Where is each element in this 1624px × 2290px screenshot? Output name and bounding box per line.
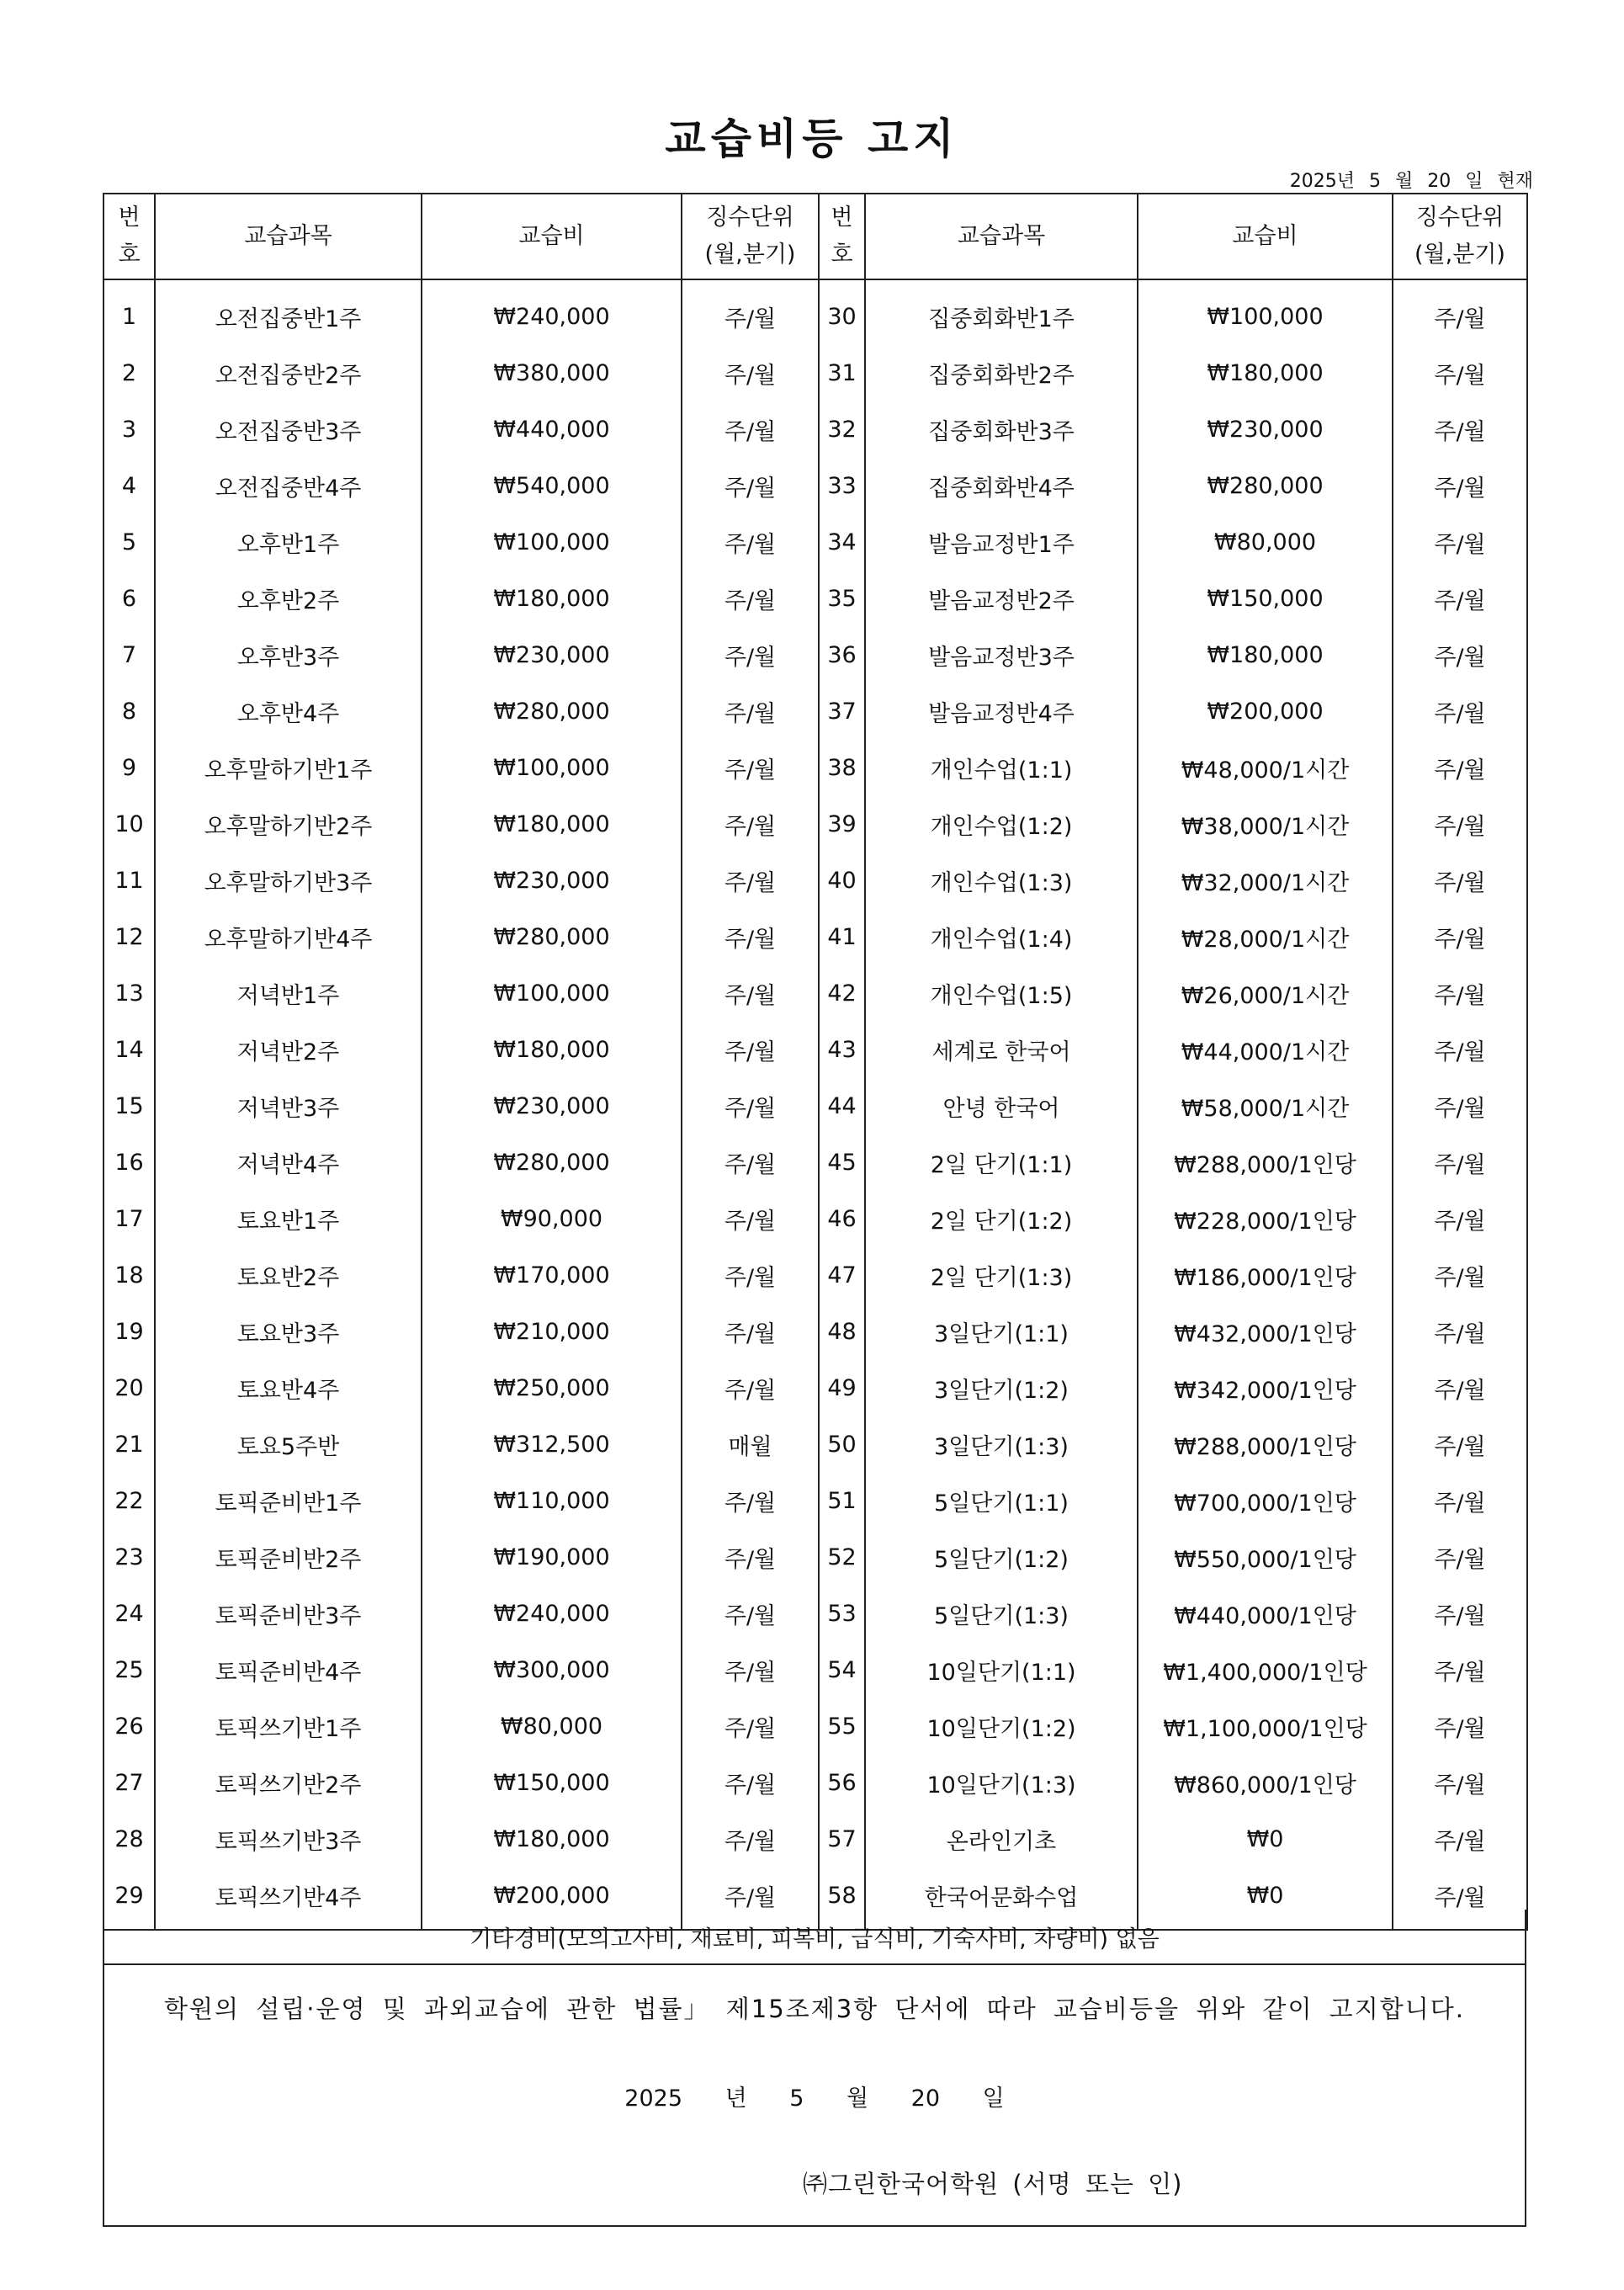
left-fee-cell: ₩100,000: [422, 514, 682, 571]
right-fee-cell: ₩100,000: [1138, 279, 1393, 345]
right-unit-cell: 주/월: [1393, 1811, 1527, 1868]
table-row: [103, 1698, 1527, 1755]
right-fee-cell: ₩32,000/1시간: [1138, 853, 1393, 909]
left-fee-cell: ₩380,000: [422, 345, 682, 401]
right-no-cell: 57: [819, 1811, 865, 1868]
right-fee-cell: ₩80,000: [1138, 514, 1393, 571]
right-fee-cell: ₩0: [1138, 1868, 1393, 1930]
left-fee-cell: ₩440,000: [422, 401, 682, 458]
table-row: [103, 1247, 1527, 1304]
left-subject-cell: 오전집중반3주: [155, 401, 422, 458]
left-unit-cell: 주/월: [682, 965, 819, 1022]
right-unit-cell: 주/월: [1393, 571, 1527, 627]
table-row: [103, 965, 1527, 1022]
right-fee-cell: ₩342,000/1인당: [1138, 1360, 1393, 1416]
left-no-cell: 12: [103, 909, 155, 965]
left-no-cell: 26: [103, 1698, 155, 1755]
left-fee-cell: ₩80,000: [422, 1698, 682, 1755]
left-no-cell: 28: [103, 1811, 155, 1868]
left-fee-cell: ₩230,000: [422, 1078, 682, 1134]
table-row: [103, 740, 1527, 796]
right-subject-cell: 3일단기(1:2): [865, 1360, 1138, 1416]
right-no-cell: 53: [819, 1586, 865, 1642]
left-no-cell: 19: [103, 1304, 155, 1360]
left-subject-cell: 토요반1주: [155, 1191, 422, 1247]
right-unit-cell: 주/월: [1393, 853, 1527, 909]
right-no-cell: 30: [819, 279, 865, 345]
right-no-cell: 31: [819, 345, 865, 401]
right-no-cell: 34: [819, 514, 865, 571]
left-no-cell: 14: [103, 1022, 155, 1078]
right-unit-cell: 주/월: [1393, 1698, 1527, 1755]
table-row: [103, 571, 1527, 627]
right-no-cell: 41: [819, 909, 865, 965]
right-fee-cell: ₩550,000/1인당: [1138, 1529, 1393, 1586]
left-unit-cell: 주/월: [682, 279, 819, 345]
left-unit-cell: 주/월: [682, 1022, 819, 1078]
right-no-cell: 55: [819, 1698, 865, 1755]
table-row: [103, 514, 1527, 571]
left-fee-cell: ₩280,000: [422, 909, 682, 965]
right-unit-cell: 주/월: [1393, 1755, 1527, 1811]
right-subject-cell: 개인수업(1:4): [865, 909, 1138, 965]
left-unit-cell: 주/월: [682, 853, 819, 909]
right-fee-cell: ₩0: [1138, 1811, 1393, 1868]
header-unit-left: 징수단위 (월,분기): [682, 194, 819, 279]
left-subject-cell: 오후말하기반4주: [155, 909, 422, 965]
left-fee-cell: ₩230,000: [422, 627, 682, 683]
left-unit-cell: 주/월: [682, 401, 819, 458]
right-no-cell: 58: [819, 1868, 865, 1930]
right-subject-cell: 세계로 한국어: [865, 1022, 1138, 1078]
left-fee-cell: ₩210,000: [422, 1304, 682, 1360]
right-subject-cell: 개인수업(1:1): [865, 740, 1138, 796]
right-unit-cell: 주/월: [1393, 965, 1527, 1022]
right-no-cell: 52: [819, 1529, 865, 1586]
right-fee-cell: ₩440,000/1인당: [1138, 1586, 1393, 1642]
right-subject-cell: 3일단기(1:3): [865, 1416, 1138, 1473]
left-no-cell: 21: [103, 1416, 155, 1473]
table-row: [103, 279, 1527, 345]
right-unit-cell: 주/월: [1393, 1191, 1527, 1247]
left-no-cell: 5: [103, 514, 155, 571]
right-fee-cell: ₩280,000: [1138, 458, 1393, 514]
left-unit-cell: 주/월: [682, 1473, 819, 1529]
left-fee-cell: ₩170,000: [422, 1247, 682, 1304]
left-no-cell: 6: [103, 571, 155, 627]
right-unit-cell: 주/월: [1393, 1022, 1527, 1078]
left-no-cell: 25: [103, 1642, 155, 1698]
left-subject-cell: 저녁반2주: [155, 1022, 422, 1078]
header-fee-right: 교습비: [1138, 194, 1393, 279]
right-subject-cell: 개인수업(1:3): [865, 853, 1138, 909]
table-row: [103, 1529, 1527, 1586]
left-no-cell: 23: [103, 1529, 155, 1586]
right-subject-cell: 발음교정반3주: [865, 627, 1138, 683]
left-subject-cell: 오전집중반1주: [155, 279, 422, 345]
left-subject-cell: 저녁반4주: [155, 1134, 422, 1191]
table-header-row: [103, 194, 1527, 279]
left-unit-cell: 주/월: [682, 1360, 819, 1416]
left-no-cell: 3: [103, 401, 155, 458]
right-unit-cell: 주/월: [1393, 458, 1527, 514]
left-unit-cell: 주/월: [682, 683, 819, 740]
right-subject-cell: 집중회화반1주: [865, 279, 1138, 345]
left-subject-cell: 토요반4주: [155, 1360, 422, 1416]
table-row: [103, 345, 1527, 401]
right-subject-cell: 한국어문화수업: [865, 1868, 1138, 1930]
left-no-cell: 20: [103, 1360, 155, 1416]
right-subject-cell: 2일 단기(1:2): [865, 1191, 1138, 1247]
right-no-cell: 33: [819, 458, 865, 514]
page-title: 교습비등 고지: [665, 114, 959, 163]
right-subject-cell: 개인수업(1:2): [865, 796, 1138, 853]
left-unit-cell: 주/월: [682, 571, 819, 627]
left-subject-cell: 토픽준비반3주: [155, 1586, 422, 1642]
table-row: [103, 1473, 1527, 1529]
right-unit-cell: 주/월: [1393, 627, 1527, 683]
left-unit-cell: 주/월: [682, 740, 819, 796]
table-row: [103, 401, 1527, 458]
left-fee-cell: ₩110,000: [422, 1473, 682, 1529]
right-no-cell: 44: [819, 1078, 865, 1134]
left-no-cell: 8: [103, 683, 155, 740]
left-fee-cell: ₩200,000: [422, 1868, 682, 1930]
table-row: [103, 1586, 1527, 1642]
legal-statement: 학원의 설립·운영 및 과외교습에 관한 법률」 제15조제3항 단서에 따라 교습비등을 위와 같이 고지합니다.: [164, 1995, 1465, 2023]
right-subject-cell: 발음교정반4주: [865, 683, 1138, 740]
right-no-cell: 54: [819, 1642, 865, 1698]
right-fee-cell: ₩26,000/1시간: [1138, 965, 1393, 1022]
right-no-cell: 40: [819, 853, 865, 909]
signature-date: 2025 년 5 월 20 일: [624, 2085, 1005, 2112]
fee-table: [103, 193, 1528, 1931]
left-fee-cell: ₩300,000: [422, 1642, 682, 1698]
left-unit-cell: 주/월: [682, 1811, 819, 1868]
left-unit-cell: 주/월: [682, 627, 819, 683]
left-fee-cell: ₩280,000: [422, 683, 682, 740]
table-row: [103, 458, 1527, 514]
table-row: [103, 1022, 1527, 1078]
right-fee-cell: ₩150,000: [1138, 571, 1393, 627]
left-unit-cell: 매월: [682, 1416, 819, 1473]
left-subject-cell: 토픽준비반2주: [155, 1529, 422, 1586]
right-no-cell: 38: [819, 740, 865, 796]
left-subject-cell: 오후말하기반1주: [155, 740, 422, 796]
left-subject-cell: 오후말하기반2주: [155, 796, 422, 853]
right-subject-cell: 안녕 한국어: [865, 1078, 1138, 1134]
left-subject-cell: 오후반1주: [155, 514, 422, 571]
left-no-cell: 27: [103, 1755, 155, 1811]
right-unit-cell: 주/월: [1393, 1473, 1527, 1529]
right-subject-cell: 발음교정반1주: [865, 514, 1138, 571]
right-subject-cell: 온라인기초: [865, 1811, 1138, 1868]
left-unit-cell: 주/월: [682, 1247, 819, 1304]
table-row: [103, 1191, 1527, 1247]
right-fee-cell: ₩58,000/1시간: [1138, 1078, 1393, 1134]
right-fee-cell: ₩38,000/1시간: [1138, 796, 1393, 853]
left-subject-cell: 오후반2주: [155, 571, 422, 627]
left-subject-cell: 토픽쓰기반4주: [155, 1868, 422, 1930]
header-fee-left: 교습비: [422, 194, 682, 279]
left-fee-cell: ₩100,000: [422, 740, 682, 796]
right-fee-cell: ₩28,000/1시간: [1138, 909, 1393, 965]
signer-name: ㈜그린한국어학원 (서명 또는 인): [803, 2170, 1183, 2198]
right-unit-cell: 주/월: [1393, 401, 1527, 458]
table-row: [103, 1811, 1527, 1868]
right-fee-cell: ₩48,000/1시간: [1138, 740, 1393, 796]
left-fee-cell: ₩312,500: [422, 1416, 682, 1473]
left-fee-cell: ₩100,000: [422, 965, 682, 1022]
left-fee-cell: ₩150,000: [422, 1755, 682, 1811]
left-fee-cell: ₩240,000: [422, 1586, 682, 1642]
right-subject-cell: 발음교정반2주: [865, 571, 1138, 627]
right-no-cell: 35: [819, 571, 865, 627]
left-subject-cell: 토픽쓰기반3주: [155, 1811, 422, 1868]
left-unit-cell: 주/월: [682, 1134, 819, 1191]
left-no-cell: 11: [103, 853, 155, 909]
right-unit-cell: 주/월: [1393, 1642, 1527, 1698]
left-fee-cell: ₩250,000: [422, 1360, 682, 1416]
right-fee-cell: ₩186,000/1인당: [1138, 1247, 1393, 1304]
right-no-cell: 48: [819, 1304, 865, 1360]
right-unit-cell: 주/월: [1393, 1134, 1527, 1191]
right-unit-cell: 주/월: [1393, 1586, 1527, 1642]
left-unit-cell: 주/월: [682, 1529, 819, 1586]
header-no-left: 번 호: [103, 194, 155, 279]
left-subject-cell: 오후말하기반3주: [155, 853, 422, 909]
right-no-cell: 47: [819, 1247, 865, 1304]
left-fee-cell: ₩180,000: [422, 796, 682, 853]
left-fee-cell: ₩230,000: [422, 853, 682, 909]
right-subject-cell: 5일단기(1:1): [865, 1473, 1138, 1529]
right-fee-cell: ₩288,000/1인당: [1138, 1416, 1393, 1473]
table-row: [103, 1134, 1527, 1191]
left-subject-cell: 토픽쓰기반1주: [155, 1698, 422, 1755]
left-no-cell: 22: [103, 1473, 155, 1529]
left-unit-cell: 주/월: [682, 796, 819, 853]
right-no-cell: 42: [819, 965, 865, 1022]
right-unit-cell: 주/월: [1393, 1529, 1527, 1586]
right-unit-cell: 주/월: [1393, 1304, 1527, 1360]
table-row: [103, 1416, 1527, 1473]
left-subject-cell: 토픽쓰기반2주: [155, 1755, 422, 1811]
left-no-cell: 29: [103, 1868, 155, 1930]
right-subject-cell: 10일단기(1:2): [865, 1698, 1138, 1755]
right-no-cell: 56: [819, 1755, 865, 1811]
left-no-cell: 1: [103, 279, 155, 345]
table-row: [103, 1642, 1527, 1698]
left-subject-cell: 저녁반1주: [155, 965, 422, 1022]
right-subject-cell: 집중회화반2주: [865, 345, 1138, 401]
left-unit-cell: 주/월: [682, 1191, 819, 1247]
left-subject-cell: 저녁반3주: [155, 1078, 422, 1134]
right-no-cell: 39: [819, 796, 865, 853]
right-subject-cell: 개인수업(1:5): [865, 965, 1138, 1022]
left-subject-cell: 오후반4주: [155, 683, 422, 740]
table-row: [103, 853, 1527, 909]
right-unit-cell: 주/월: [1393, 1416, 1527, 1473]
left-subject-cell: 토요반3주: [155, 1304, 422, 1360]
right-subject-cell: 5일단기(1:3): [865, 1586, 1138, 1642]
left-fee-cell: ₩180,000: [422, 1811, 682, 1868]
left-subject-cell: 오후반3주: [155, 627, 422, 683]
right-unit-cell: 주/월: [1393, 1078, 1527, 1134]
right-unit-cell: 주/월: [1393, 1868, 1527, 1930]
right-no-cell: 36: [819, 627, 865, 683]
right-fee-cell: ₩230,000: [1138, 401, 1393, 458]
header-unit-right: 징수단위 (월,분기): [1393, 194, 1527, 279]
right-fee-cell: ₩860,000/1인당: [1138, 1755, 1393, 1811]
right-no-cell: 49: [819, 1360, 865, 1416]
left-fee-cell: ₩190,000: [422, 1529, 682, 1586]
right-fee-cell: ₩180,000: [1138, 627, 1393, 683]
header-no-right: 번 호: [819, 194, 865, 279]
left-no-cell: 24: [103, 1586, 155, 1642]
left-fee-cell: ₩180,000: [422, 571, 682, 627]
header-subject-right: 교습과목: [865, 194, 1138, 279]
right-unit-cell: 주/월: [1393, 1360, 1527, 1416]
left-subject-cell: 토픽준비반4주: [155, 1642, 422, 1698]
right-unit-cell: 주/월: [1393, 1247, 1527, 1304]
right-unit-cell: 주/월: [1393, 909, 1527, 965]
right-fee-cell: ₩1,400,000/1인당: [1138, 1642, 1393, 1698]
left-no-cell: 17: [103, 1191, 155, 1247]
right-fee-cell: ₩228,000/1인당: [1138, 1191, 1393, 1247]
right-unit-cell: 주/월: [1393, 740, 1527, 796]
right-fee-cell: ₩432,000/1인당: [1138, 1304, 1393, 1360]
right-subject-cell: 10일단기(1:3): [865, 1755, 1138, 1811]
table-row: [103, 627, 1527, 683]
left-fee-cell: ₩280,000: [422, 1134, 682, 1191]
right-unit-cell: 주/월: [1393, 279, 1527, 345]
table-row: [103, 1078, 1527, 1134]
left-no-cell: 18: [103, 1247, 155, 1304]
right-unit-cell: 주/월: [1393, 796, 1527, 853]
left-fee-cell: ₩180,000: [422, 1022, 682, 1078]
left-subject-cell: 토요5주반: [155, 1416, 422, 1473]
right-no-cell: 37: [819, 683, 865, 740]
left-no-cell: 9: [103, 740, 155, 796]
right-subject-cell: 2일 단기(1:3): [865, 1247, 1138, 1304]
right-subject-cell: 2일 단기(1:1): [865, 1134, 1138, 1191]
left-subject-cell: 오전집중반4주: [155, 458, 422, 514]
right-no-cell: 45: [819, 1134, 865, 1191]
table-row: [103, 683, 1527, 740]
left-no-cell: 7: [103, 627, 155, 683]
left-unit-cell: 주/월: [682, 909, 819, 965]
header-subject-left: 교습과목: [155, 194, 422, 279]
left-unit-cell: 주/월: [682, 1304, 819, 1360]
table-row: [103, 909, 1527, 965]
right-no-cell: 46: [819, 1191, 865, 1247]
right-unit-cell: 주/월: [1393, 683, 1527, 740]
left-no-cell: 13: [103, 965, 155, 1022]
right-no-cell: 50: [819, 1416, 865, 1473]
left-unit-cell: 주/월: [682, 514, 819, 571]
right-no-cell: 43: [819, 1022, 865, 1078]
right-unit-cell: 주/월: [1393, 514, 1527, 571]
notice-date: 2025년 5 월 20 일 현재: [1289, 171, 1533, 192]
right-subject-cell: 10일단기(1:1): [865, 1642, 1138, 1698]
right-fee-cell: ₩288,000/1인당: [1138, 1134, 1393, 1191]
right-fee-cell: ₩200,000: [1138, 683, 1393, 740]
left-unit-cell: 주/월: [682, 1078, 819, 1134]
left-unit-cell: 주/월: [682, 1868, 819, 1930]
left-no-cell: 2: [103, 345, 155, 401]
left-fee-cell: ₩240,000: [422, 279, 682, 345]
right-subject-cell: 5일단기(1:2): [865, 1529, 1138, 1586]
left-fee-cell: ₩540,000: [422, 458, 682, 514]
table-row: [103, 1304, 1527, 1360]
right-subject-cell: 3일단기(1:1): [865, 1304, 1138, 1360]
left-no-cell: 15: [103, 1078, 155, 1134]
table-row: [103, 796, 1527, 853]
table-row: [103, 1755, 1527, 1811]
left-unit-cell: 주/월: [682, 1755, 819, 1811]
right-subject-cell: 집중회화반4주: [865, 458, 1138, 514]
left-unit-cell: 주/월: [682, 458, 819, 514]
right-subject-cell: 집중회화반3주: [865, 401, 1138, 458]
left-no-cell: 16: [103, 1134, 155, 1191]
extra-costs-note: 기타경비(모의고사비, 재료비, 피복비, 급식비, 기숙사비, 차량비) 없음: [103, 1910, 1526, 1965]
table-row: [103, 1360, 1527, 1416]
left-unit-cell: 주/월: [682, 1698, 819, 1755]
notice-footer: [103, 1965, 1526, 2227]
left-subject-cell: 토요반2주: [155, 1247, 422, 1304]
right-fee-cell: ₩180,000: [1138, 345, 1393, 401]
left-no-cell: 10: [103, 796, 155, 853]
left-unit-cell: 주/월: [682, 1642, 819, 1698]
right-no-cell: 51: [819, 1473, 865, 1529]
right-fee-cell: ₩700,000/1인당: [1138, 1473, 1393, 1529]
left-fee-cell: ₩90,000: [422, 1191, 682, 1247]
right-fee-cell: ₩1,100,000/1인당: [1138, 1698, 1393, 1755]
right-unit-cell: 주/월: [1393, 345, 1527, 401]
right-no-cell: 32: [819, 401, 865, 458]
left-unit-cell: 주/월: [682, 1586, 819, 1642]
left-subject-cell: 오전집중반2주: [155, 345, 422, 401]
left-unit-cell: 주/월: [682, 345, 819, 401]
right-fee-cell: ₩44,000/1시간: [1138, 1022, 1393, 1078]
left-subject-cell: 토픽준비반1주: [155, 1473, 422, 1529]
left-no-cell: 4: [103, 458, 155, 514]
